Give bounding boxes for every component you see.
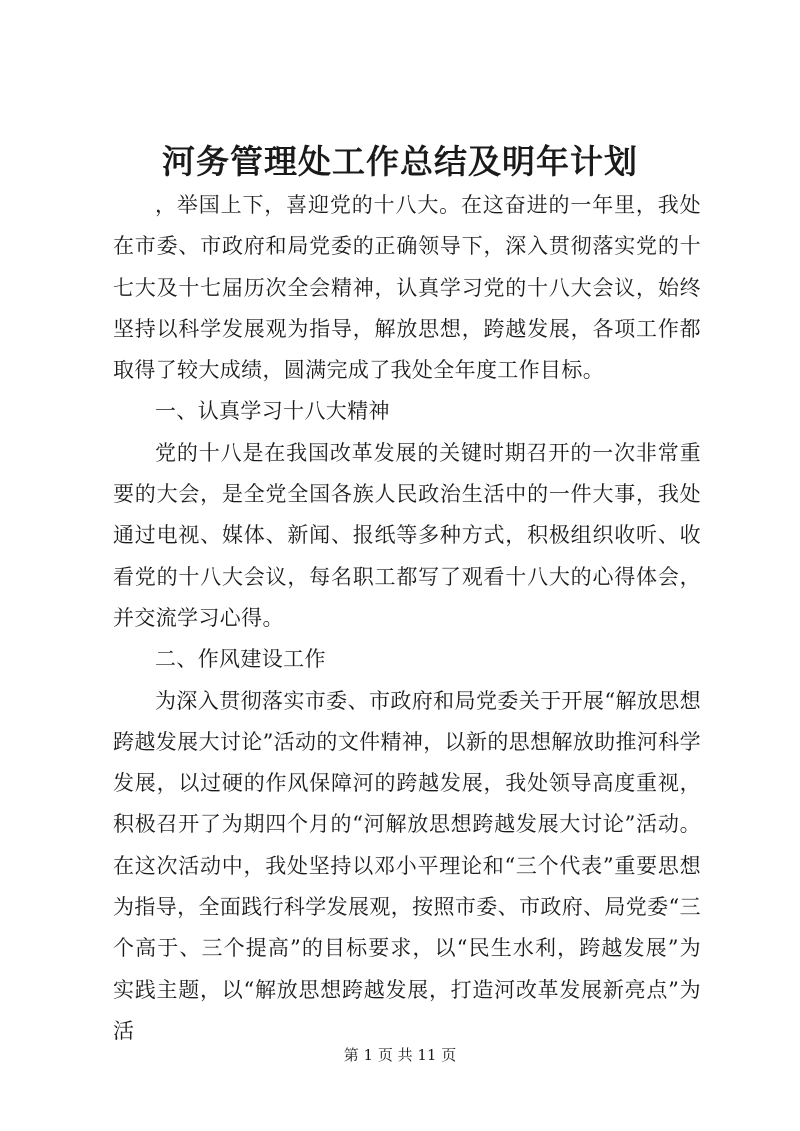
style-paragraph: 为深入贯彻落实市委、市政府和局党委关于开展“解放思想跨越发展大讨论”活动的文件精神，以新的思想解放助推河科学发展，以过硬的作风保障河的跨越发展，我处领导高度重视，积极召开了为期四个月的“河解放思想跨越发展大讨论”活动。在这次活动中，我处坚持以邓小平理论和“三个代表”重要思想为指导，全面践行科学发展观，按照市委、市政府、局党委“三个高于、三个提高”的目标要求，以“民生水利，跨越发展”为实践主题，以“解放思想跨越发展，打造河改革发展新亮点”为活: [113, 688, 701, 1043]
document-body: [113, 185, 701, 1052]
study-paragraph: 党的十八是在我国改革发展的关键时期召开的一次非常重要的大会，是全党全国各族人民政治生活中的一件大事，我处通过电视、媒体、新闻、报纸等多种方式，积极组织收听、收看党的十八大会议，每名职工都写了观看十八大的心得体会，并交流学习心得。: [113, 440, 701, 630]
document-title: 河务管理处工作总结及明年计划: [162, 142, 638, 181]
section-heading-style: 二、作风建设工作: [155, 647, 326, 672]
section-heading-study: 一、认真学习十八大精神: [155, 399, 390, 424]
page-footer: 第 1 页 共 11 页: [343, 1046, 457, 1064]
intro-paragraph: ，举国上下，喜迎党的十八大。在这奋进的一年里，我处在市委、市政府和局党委的正确领导下，深入贯彻落实党的十七大及十七届历次全会精神，认真学习党的十八大会议，始终坚持以科学发展观为指导，解放思想，跨越发展，各项工作都取得了较大成绩，圆满完成了我处全年度工作目标。: [113, 193, 701, 383]
